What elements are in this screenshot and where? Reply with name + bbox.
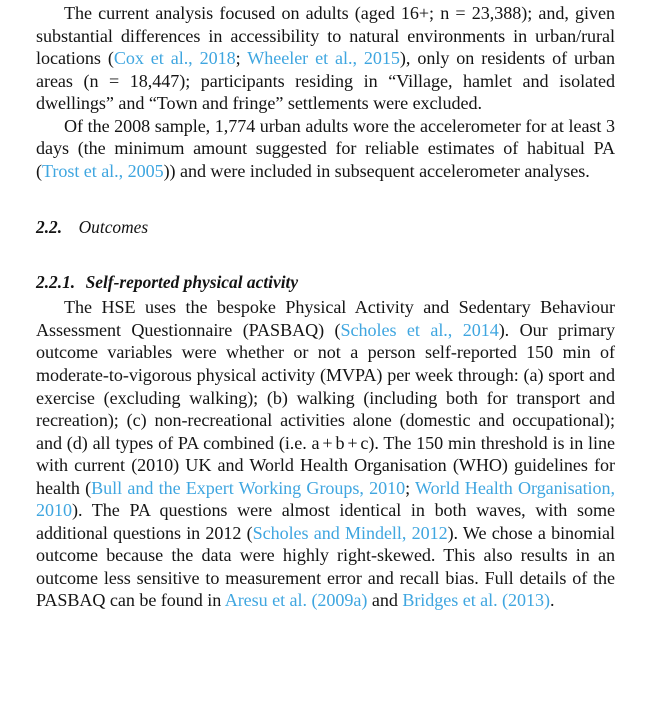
citation-link-scholes-mindell-2012[interactable]: Scholes and Mindell, 2012 bbox=[252, 522, 448, 543]
spacer-before-section-heading bbox=[36, 182, 615, 216]
paragraph-text-segment: ; bbox=[405, 477, 416, 498]
subsection-heading-self-reported-physical-activity bbox=[36, 271, 615, 294]
citation-link-aresu-2009a[interactable]: Aresu et al. (2009a) bbox=[224, 590, 368, 611]
paragraph-text-segment: ). Our primary outcome variables were whether or not a person self-reported 150 min of moderate-to-vigorous physical activity (MVPA) per week through: (a) sport and exercise (excluding walking); (b) walking (including both for transport and recreation); (c) non-recreational activities alone (domestic and occupational); and (d) all types of PA combined (i.e. a bbox=[36, 319, 615, 453]
paragraph-text-segment: )) and were included in subsequent accelerometer analyses. bbox=[163, 160, 590, 181]
paragraph-text-segment: c). The 150 min threshold is in line with current (2010) UK and World Health Organisation (WHO) guidelines for health ( bbox=[36, 432, 615, 498]
math-plus-operator: + bbox=[322, 432, 333, 453]
section-heading-outcomes bbox=[36, 216, 615, 239]
paragraph-accelerometer-subsample bbox=[36, 115, 615, 183]
paragraph-sample-selection bbox=[36, 2, 615, 115]
paragraph-text-segment: ). The PA questions were almost identical in both waves, with some additional questions in 2012 ( bbox=[36, 500, 615, 543]
citation-link-scholes-2014[interactable]: Scholes et al., 2014 bbox=[340, 319, 499, 340]
citation-link-bull-2010[interactable]: Bull and the Expert Working Groups, 2010 bbox=[91, 477, 406, 498]
paragraph-text-segment: and bbox=[367, 590, 403, 611]
paragraph-text-segment: Of the 2008 sample, 1,774 urban adults wore the accelerometer for at least 3 days (the minimum amount suggested for reliable estimates of habitual PA ( bbox=[36, 115, 615, 181]
citation-link-wheeler-2015[interactable]: Wheeler et al., 2015 bbox=[247, 48, 400, 69]
paragraph-text-segment: ). We chose a binomial outcome because the data were highly right-skewed. This also results in an outcome less sensitive to measurement error and recall bias. Full details of the PASBAQ can be found in bbox=[36, 522, 615, 611]
text-column bbox=[36, 2, 615, 612]
paragraph-text-segment: The HSE uses the bespoke Physical Activity and Sedentary Behaviour Assessment Questionnaire (PASBAQ) ( bbox=[36, 297, 615, 340]
paragraph-text-segment: ; bbox=[235, 48, 248, 69]
citation-link-who-2010[interactable]: World Health Organisation, 2010 bbox=[36, 477, 616, 521]
paragraph-text-segment: The current analysis focused on adults (aged 16+; n = 23,388); and, given substantial differences in accessibility to natural environments in urban/rural locations ( bbox=[36, 3, 615, 69]
paragraph-pasbaq-outcomes bbox=[36, 296, 615, 612]
subsection-title: Self-reported physical activity bbox=[85, 271, 299, 292]
math-plus-operator: + bbox=[347, 432, 358, 453]
paragraph-text-segment: b bbox=[335, 432, 345, 453]
paragraph-text-segment: ), only on residents of urban areas (n = 18,447); participants residing in “Village, hamlet and isolated dwellings” and “Town and fringe” settlements were excluded. bbox=[36, 48, 615, 114]
citation-link-cox-2018[interactable]: Cox et al., 2018 bbox=[113, 48, 236, 69]
citation-link-bridges-2013[interactable]: Bridges et al. (2013) bbox=[402, 590, 550, 611]
subsection-number: 2.2.1. bbox=[36, 271, 76, 292]
paragraph-text-segment: . bbox=[550, 590, 555, 611]
spacer-after-section-heading bbox=[36, 239, 615, 271]
section-title: Outcomes bbox=[78, 217, 149, 238]
citation-link-trost-2005[interactable]: Trost et al., 2005 bbox=[41, 160, 164, 181]
section-number: 2.2. bbox=[36, 217, 63, 238]
